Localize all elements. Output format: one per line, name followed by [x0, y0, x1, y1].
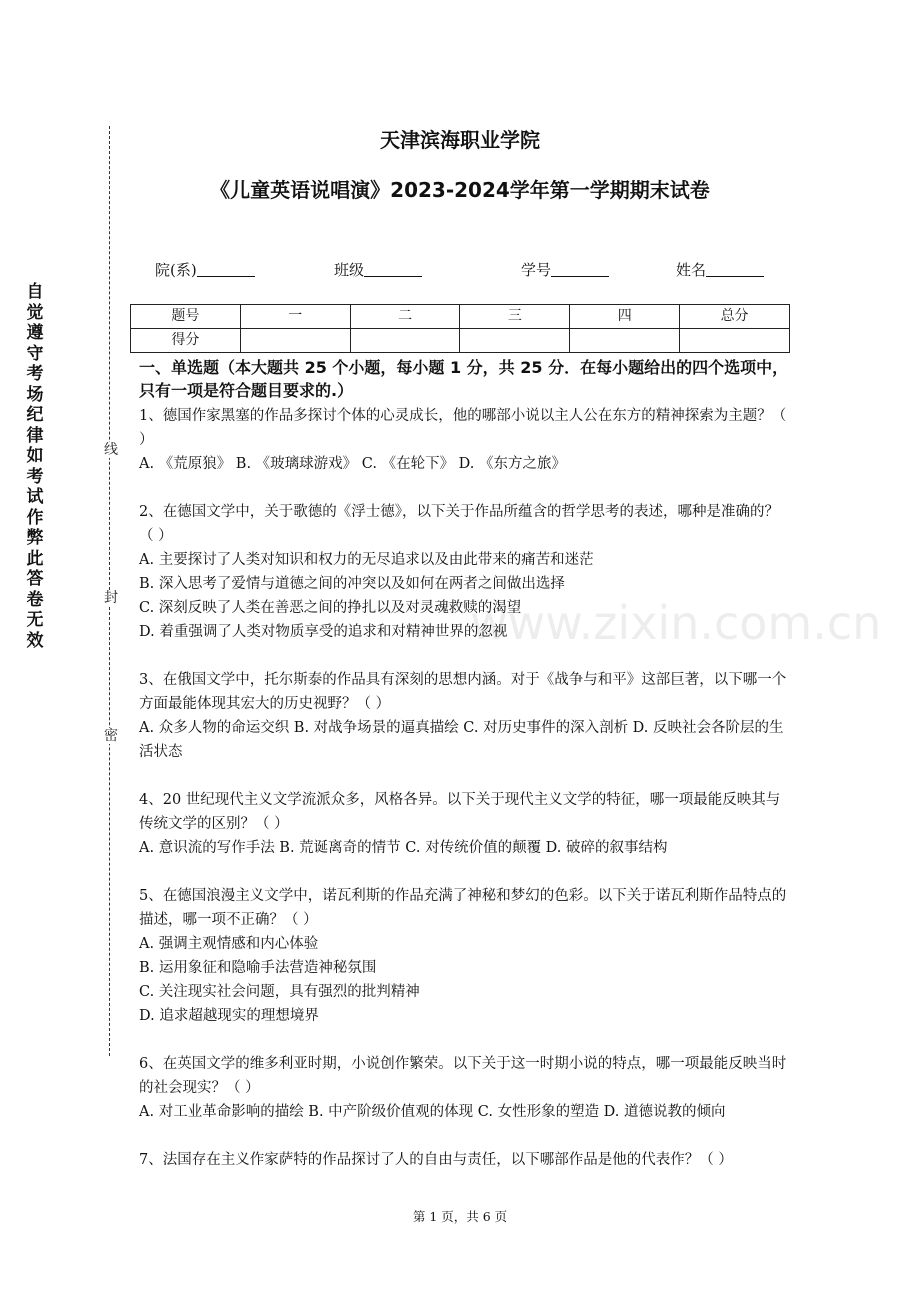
question-options: A. 意识流的写作手法 B. 荒诞离奇的情节 C. 对传统价值的颠覆 D. 破碎的叙事结构: [139, 840, 668, 856]
question-stem: 2、在德国文学中，关于歌德的《浮士德》，以下关于作品所蕴含的哲学思考的表述，哪种是准确的？（ ）: [139, 504, 779, 544]
class-label: 班级: [334, 261, 365, 279]
score-table: [130, 304, 790, 353]
score-table-score-row: [131, 329, 790, 353]
student-id-blank[interactable]: [551, 262, 609, 277]
section-1-title: 一、单选题（本大题共 25 个小题，每小题 1 分，共 25 分．在每小题给出的四个选项中，只有一项是符合题目要求的.）: [139, 358, 789, 400]
question-option: B. 运用象征和隐喻手法营造神秘氛围: [139, 960, 377, 976]
question-stem: 4、20 世纪现代主义文学流派众多，风格各异。以下关于现代主义文学的特征，哪一项最能反映其与传统文学的区别？（ ）: [139, 792, 781, 832]
name-label: 姓名: [676, 261, 707, 279]
question-stem: 1、德国作家黑塞的作品多探讨个体的心灵成长，他的哪部小说以主人公在东方的精神探索为主题？（ ）: [139, 408, 787, 448]
department-blank[interactable]: [197, 262, 255, 277]
score-cell[interactable]: [240, 329, 350, 353]
score-cell[interactable]: [350, 329, 460, 353]
score-cell[interactable]: [680, 329, 790, 353]
question-stem: 3、在俄国文学中，托尔斯泰的作品具有深刻的思想内涵。对于《战争与和平》这部巨著，以下哪一个方面最能体现其宏大的历史视野？（ ）: [139, 672, 787, 712]
school-name: 天津滨海职业学院: [380, 128, 540, 152]
score-cell[interactable]: [460, 329, 570, 353]
cut-mark-seal: 封: [104, 590, 118, 606]
page-footer: 第 1 页，共 6 页: [412, 1209, 508, 1224]
question: [139, 500, 789, 644]
score-header-cell: 总分: [680, 305, 790, 329]
question-option: A. 主要探讨了人类对知识和权力的无尽追求以及由此带来的痛苦和迷茫: [139, 552, 594, 568]
score-cell[interactable]: [570, 329, 680, 353]
name-blank[interactable]: [706, 262, 764, 277]
question-option: C. 关注现实社会问题，具有强烈的批判精神: [139, 984, 420, 1000]
score-header-cell: 三: [460, 305, 570, 329]
score-header-cell: 题号: [131, 305, 241, 329]
question: [139, 404, 789, 476]
score-header-cell: 二: [350, 305, 460, 329]
question-option: C. 深刻反映了人类在善恶之间的挣扎以及对灵魂救赎的渴望: [139, 600, 522, 616]
score-header-cell: 四: [570, 305, 680, 329]
question-content: [139, 356, 789, 1196]
department-label: 院(系): [155, 261, 197, 279]
class-field[interactable]: [334, 259, 422, 280]
question-option: D. 着重强调了人类对物质享受的追求和对精神世界的忽视: [139, 624, 508, 640]
class-blank[interactable]: [364, 262, 422, 277]
question-stem: 5、在德国浪漫主义文学中，诺瓦利斯的作品充满了神秘和梦幻的色彩。以下关于诺瓦利斯作品特点的描述，哪一项不正确？（ ）: [139, 888, 787, 928]
watermark: www.zixin.com.cn: [470, 596, 882, 650]
question: [139, 1148, 789, 1172]
question: [139, 668, 789, 764]
question: [139, 788, 789, 860]
cut-mark-secret: 密: [104, 728, 118, 744]
question: [139, 884, 789, 1028]
department-field[interactable]: [155, 259, 255, 280]
question-options: A. 对工业革命影响的描绘 B. 中产阶级价值观的体现 C. 女性形象的塑造 D. 道德说教的倾向: [139, 1104, 726, 1120]
question-options: A. 众多人物的命运交织 B. 对战争场景的逼真描绘 C. 对历史事件的深入剖析 D. 反映社会各阶层的生活状态: [139, 720, 784, 760]
score-header-cell: 一: [240, 305, 350, 329]
score-row-label: 得分: [131, 329, 241, 353]
exam-discipline-notice: 自觉遵守考场纪律如考试作弊此答卷无效: [26, 282, 44, 651]
exam-title: 《儿童英语说唱演》2023-2024学年第一学期期末试卷: [210, 178, 710, 202]
name-field[interactable]: [676, 259, 764, 280]
question-options: A. 《荒原狼》 B. 《玻璃球游戏》 C. 《在轮下》 D. 《东方之旅》: [139, 456, 567, 472]
question-stem: 7、法国存在主义作家萨特的作品探讨了人的自由与责任，以下哪部作品是他的代表作？（ ）: [139, 1152, 733, 1168]
student-id-label: 学号: [521, 261, 552, 279]
question: [139, 1052, 789, 1124]
cut-mark-line: 线: [104, 442, 118, 458]
question-option: B. 深入思考了爱情与道德之间的冲突以及如何在两者之间做出选择: [139, 576, 565, 592]
score-table-header-row: [131, 305, 790, 329]
question-option: A. 强调主观情感和内心体验: [139, 936, 319, 952]
question-option: D. 追求超越现实的理想境界: [139, 1008, 319, 1024]
student-id-field[interactable]: [521, 259, 609, 280]
question-stem: 6、在英国文学的维多利亚时期，小说创作繁荣。以下关于这一时期小说的特点，哪一项最能反映当时的社会现实？（ ）: [139, 1056, 787, 1096]
